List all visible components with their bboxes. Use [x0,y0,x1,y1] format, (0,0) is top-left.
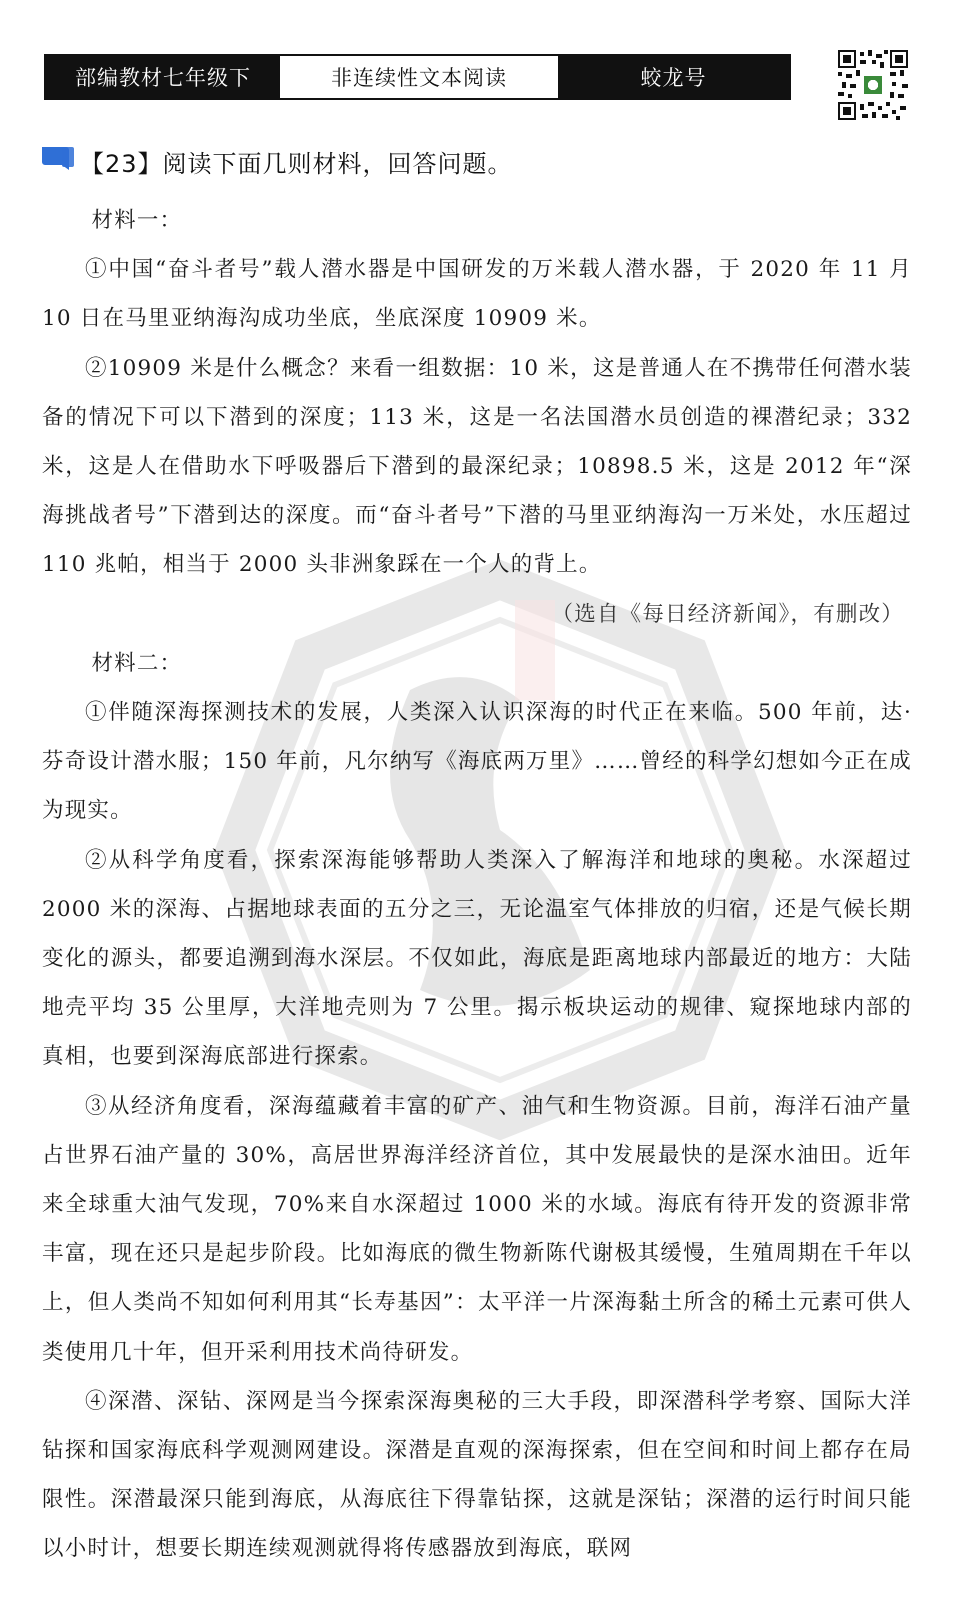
material-two-paragraph-1: ①伴随深海探测技术的发展，人类深入认识深海的时代正在来临。500 年前，达·芬奇设计潜水服；150 年前，凡尔纳写《海底两万里》……曾经的科学幻想如今正在成为现实。 [42,700,912,824]
article-body [42,196,912,1574]
header-grade-label: 部编教材七年级下 [46,56,280,98]
material-two-paragraph-2: ②从科学角度看，探索深海能够帮助人类深入了解海洋和地球的奥秘。水深超过 2000 米的深海、占据地球表面的五分之三，无论温室气体排放的归宿，还是气候长期变化的源头，都要追溯到海水深层。不仅如此，海底是距离地球内部最近的地方：大陆地壳平均 35 公里厚，大洋地壳则为 7 公里。揭示板块运动的规律、窥探地球内部的真相，也要到深海底部进行探索。 [42,847,912,1070]
header-section-label: 非连续性文本阅读 [280,56,558,98]
material-two-paragraph-3: ③从经济角度看，深海蕴藏着丰富的矿产、油气和生物资源。目前，海洋石油产量占世界石油产量的 30%，高居世界海洋经济首位，其中发展最快的是深水油田。近年来全球重大油气发现，70%来自水深超过 1000 米的水域。海底有待开发的资源非常丰富，现在还只是起步阶段。比如海底的微生物新陈代谢极其缓慢，生殖周期在千年以上，但人类尚不知如何利用其“长寿基因”：太平洋一片深海黏土所含的稀土元素可供人类使用几十年，但开采利用技术尚待研发。 [42,1093,912,1365]
material-one-paragraph-1: ①中国“奋斗者号”载人潜水器是中国研发的万米载人潜水器，于 2020 年 11 月 10 日在马里亚纳海沟成功坐底，坐底深度 10909 米。 [42,257,912,332]
material-one-paragraph-2: ②10909 米是什么概念？来看一组数据：10 米，这是普通人在不携带任何潜水装备的情况下可以下潜到的深度；113 米，这是一名法国潜水员创造的裸潜纪录；332 米，这是人在借助水下呼吸器后下潜到的最深纪录；10898.5 米，这是 2012 年“深海挑战者号”下潜到达的深度。而“奋斗者号”下潜的马里亚纳海沟一万米处，水压超过 110 兆帕，相当于 2000 头非洲象踩在一个人的背上。 [42,355,912,578]
material-two-paragraph-4: ④深潜、深钻、深网是当今探索深海奥秘的三大手段，即深潜科学考察、国际大洋钻探和国家海底科学观测网建设。深潜是直观的深海探索，但在空间和时间上都存在局限性。深潜最深只能到海底，从海底往下得靠钻探，这就是深钻；深潜的运行时间只能以小时计，想要长期连续观测就得将传感器放到海底，联网 [42,1388,912,1562]
question-text: 【23】阅读下面几则材料，回答问题。 [80,149,513,178]
material-two-heading: 材料二： [91,650,183,676]
material-one-source: （选自《每日经济新闻》，有删改） [551,601,904,627]
header-bar [44,54,791,100]
material-one-heading: 材料一： [91,208,183,233]
question-heading [40,143,513,179]
qr-code-icon [838,50,908,120]
bookmark-icon [40,143,76,179]
header-topic-label: 蛟龙号 [558,56,789,98]
